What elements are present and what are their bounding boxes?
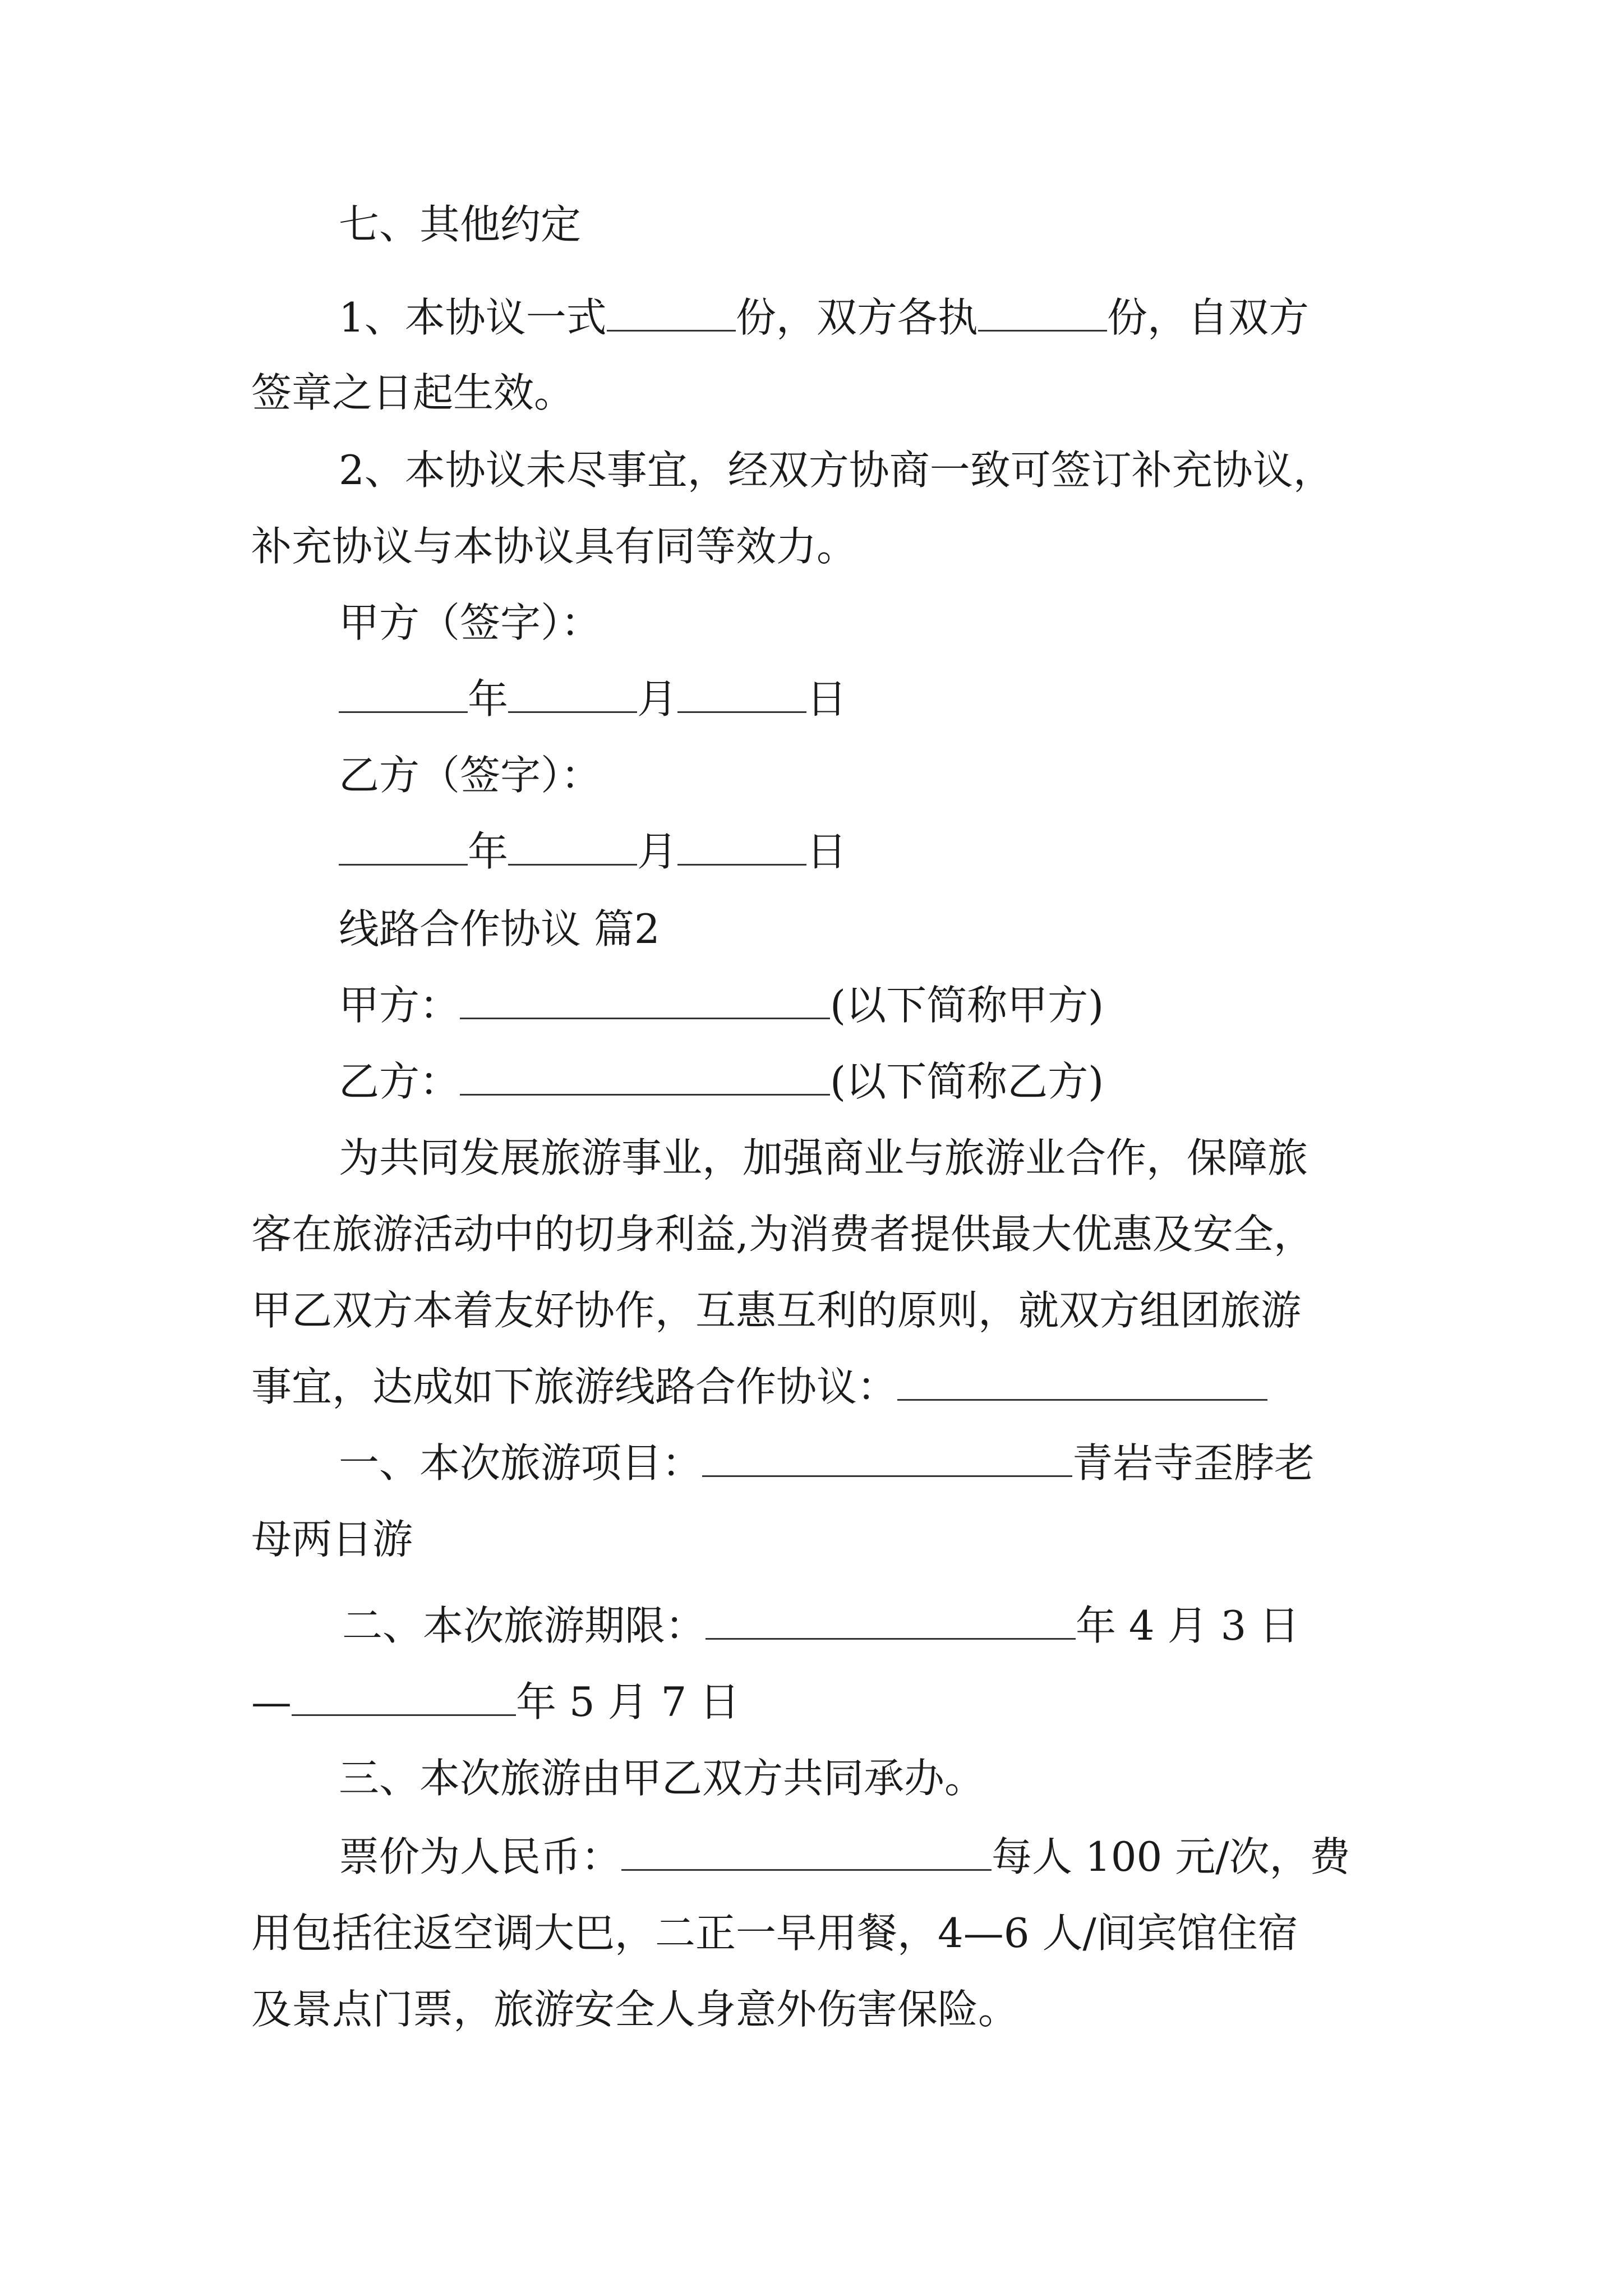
document-title-2: 线路合作协议 篇2 [339, 905, 660, 953]
clause-1-line-2: 签章之日起生效。 [251, 369, 575, 416]
copies-total-blank[interactable] [607, 291, 736, 332]
clause-2-line-2: 补充协议与本协议具有同等效力。 [251, 523, 857, 570]
year-blank[interactable] [339, 672, 468, 713]
item-3-line: 三、本次旅游由甲乙双方共同承办。 [339, 1755, 985, 1802]
intro-line-1: 为共同发展旅游事业，加强商业与旅游业合作，保障旅 [339, 1134, 1308, 1181]
intro-line-2: 客在旅游活动中的切身利益,为消费者提供最大优惠及安全， [251, 1211, 1314, 1258]
section-heading-text: 七、其他约定 [339, 201, 582, 248]
intro-line-3: 甲乙双方本着友好协作，互惠互利的原则，就双方组团旅游 [251, 1287, 1302, 1334]
month-blank[interactable] [508, 672, 637, 713]
clause-1-line-1: 1、本协议一式 份，双方各执 份，自双方 [339, 291, 1309, 344]
intro-line-4: 事宜，达成如下旅游线路合作协议： [251, 1360, 1267, 1414]
party-a-name-blank[interactable] [460, 978, 830, 1019]
project-blank[interactable] [702, 1436, 1072, 1477]
month-blank[interactable] [508, 825, 637, 866]
party-b-name-blank[interactable] [460, 1055, 830, 1096]
price-line-3: 及景点门票，旅游安全人身意外伤害保险。 [251, 1986, 1019, 2033]
section-heading [339, 197, 581, 251]
period-start-year-blank[interactable] [706, 1599, 1076, 1640]
party-b-date: 年 月 日 [339, 825, 847, 878]
party-b-signature-label: 乙方（签字）： [339, 752, 602, 799]
item-2-line-1: 二、本次旅游期限： 年 4 月 3 日 [342, 1599, 1299, 1653]
period-end-year-blank[interactable] [292, 1675, 516, 1716]
intro-blank[interactable] [897, 1360, 1267, 1401]
day-blank[interactable] [677, 672, 806, 713]
clause-2-line-1: 2、本协议未尽事宜，经双方协商一致可签订补充协议， [339, 447, 1334, 494]
price-line-1: 票价为人民币： 每人 100 元/次，费 [339, 1830, 1350, 1884]
price-line-2: 用包括往返空调大巴，二正一早用餐，4—6 人/间宾馆住宿 [251, 1910, 1298, 1957]
item-1-line-1: 一、本次旅游项目： 青岩寺歪脖老 [339, 1436, 1315, 1490]
party-b-line: 乙方： (以下简称乙方) [339, 1055, 1104, 1108]
party-a-line: 甲方： (以下简称甲方) [339, 978, 1104, 1032]
party-a-signature-label: 甲方（签字）： [339, 599, 602, 646]
item-1-line-2: 母两日游 [251, 1516, 413, 1563]
day-blank[interactable] [677, 825, 806, 866]
party-a-date: 年 月 日 [339, 672, 847, 726]
price-blank[interactable] [621, 1830, 992, 1871]
copies-each-blank[interactable] [978, 291, 1107, 332]
year-blank[interactable] [339, 825, 468, 866]
item-2-line-2: — 年 5 月 7 日 [251, 1675, 740, 1729]
